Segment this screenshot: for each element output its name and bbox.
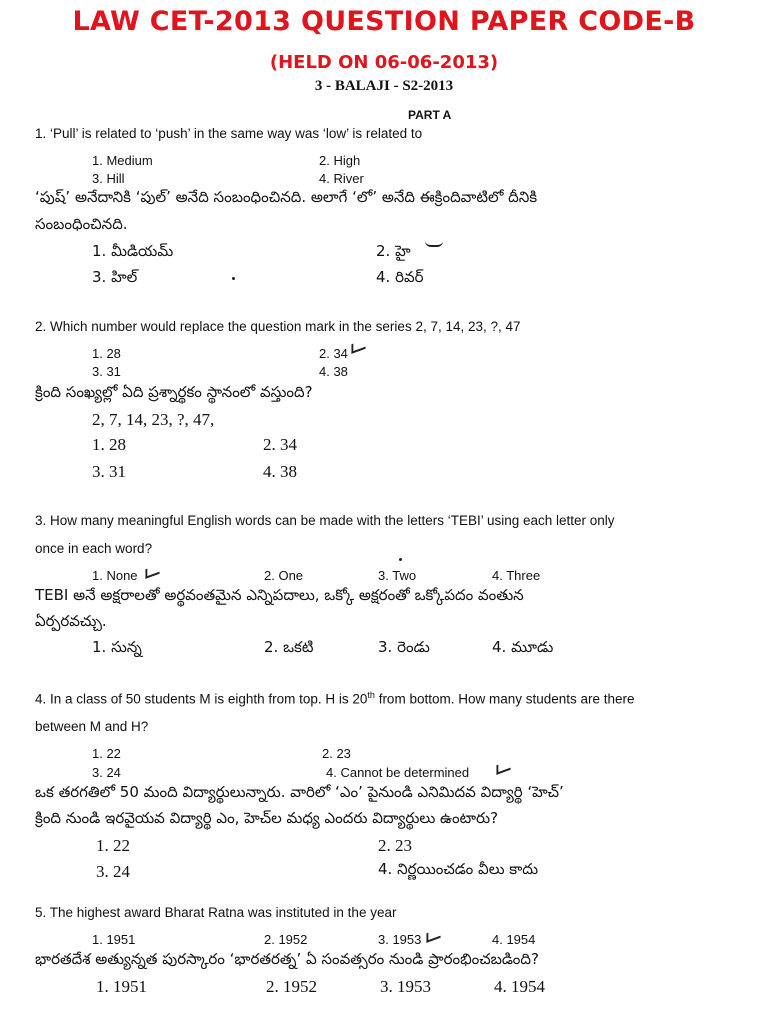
telugu-option-3: 3. 31 xyxy=(92,462,126,481)
telugu-option-1: 1. మీడియమ్ xyxy=(92,242,174,260)
question-text-start: 4. In a class of 50 students M is eighth from top. H is 20 xyxy=(35,691,368,707)
option-4: 4. River xyxy=(319,171,364,186)
ordinal-suffix: th xyxy=(367,690,375,700)
option-4: 4. Three xyxy=(492,568,541,583)
telugu-option-2: 2. హై xyxy=(376,242,411,260)
option-3: 3. Two xyxy=(378,568,417,583)
question-text-line-1: 3. How many meaningful English words can be made with the letters ‘TEBI’ using each letter only xyxy=(35,513,615,528)
option-2: 2. 34 xyxy=(319,346,348,361)
option-2: 2. 1952 xyxy=(264,932,308,947)
question-text-end: from bottom. How many students are there xyxy=(374,691,635,707)
answer-tick-icon xyxy=(351,339,365,354)
telugu-option-1: 1. సున్న xyxy=(92,638,142,656)
telugu-option-1: 1. 28 xyxy=(92,435,126,454)
part-heading: PART A xyxy=(408,108,452,122)
question-text: 2. Which number would replace the question mark in the series 2, 7, 14, 23, ?, 47 xyxy=(35,319,521,334)
question-text: 5. The highest award Bharat Ratna was instituted in the year xyxy=(35,905,397,920)
telugu-option-3: 3. రెండు xyxy=(378,638,430,656)
telugu-question-line-1: ‘పుష్’ అనేదానికి ‘పుల్’ అనేది సంబంధించినది. అలాగే ‘లో’ అనేది ఈక్రిందివాటిలో దీనికి xyxy=(35,188,538,206)
telugu-option-2: 2. 23 xyxy=(378,836,412,855)
page-title: LAW CET-2013 QUESTION PAPER CODE-B xyxy=(72,6,696,37)
telugu-option-2: 2. 1952 xyxy=(266,977,317,996)
question-text-line-2: once in each word? xyxy=(35,541,153,556)
stray-dot-icon xyxy=(232,277,235,280)
answer-tick-icon xyxy=(145,564,159,579)
option-2: 2. High xyxy=(319,153,361,168)
telugu-option-3: 3. 1953 xyxy=(380,977,431,996)
option-2: 2. One xyxy=(264,568,304,583)
telugu-option-2: 2. 34 xyxy=(263,435,297,454)
telugu-option-1: 1. 1951 xyxy=(96,977,147,996)
telugu-option-4: 4. 1954 xyxy=(494,977,545,996)
stray-dot-icon xyxy=(399,558,402,561)
option-4: 4. Cannot be determined xyxy=(326,765,470,780)
telugu-option-2: 2. ఒకటి xyxy=(264,638,314,656)
option-3: 3. 31 xyxy=(92,364,121,379)
telugu-question-line-1: ఒక తరగతిలో 50 మంది విద్యార్థులున్నారు. వారిలో ‘ఎం’ పైనుండి ఎనిమిదవ విద్యార్థి ‘హెచ్’ xyxy=(35,783,564,801)
answer-tick-icon xyxy=(426,928,440,943)
telugu-question-line-1: భారతదేశ అత్యున్నత పురస్కారం ‘భారతరత్న’ ఏ సంవత్సరం నుండి ప్రారంభించబడింది? xyxy=(35,950,539,968)
telugu-question-line-2: సంబంధించినది. xyxy=(35,215,128,233)
option-3: 3. Hill xyxy=(92,171,125,186)
telugu-option-3: 3. 24 xyxy=(96,862,130,881)
telugu-question-line-1: TEBI అనే అక్షరాలతో అర్థవంతమైన ఎన్నిపదాలు, ఒక్కో అక్షరంతో ఒక్కోపదం వంతున xyxy=(35,586,524,604)
telugu-question-line-2: క్రింది నుండి ఇరవైయవ విద్యార్థి ఎం, హెచ్‌ల మధ్య ఎందరు విద్యార్థులు ఉంటారు? xyxy=(35,809,499,827)
telugu-option-4: 4. నిర్ణయించడం వీలు కాదు xyxy=(378,860,539,878)
option-1: 1. 22 xyxy=(92,746,121,761)
telugu-option-4: 4. రివర్ xyxy=(376,268,424,286)
option-2: 2. 23 xyxy=(322,746,351,761)
option-3: 3. 24 xyxy=(92,765,121,780)
option-1: 1. None xyxy=(92,568,138,583)
option-1: 1. 1951 xyxy=(92,932,136,947)
telugu-series: 2, 7, 14, 23, ?, 47, xyxy=(92,410,215,429)
series-code: 3 - BALAJI - S2-2013 xyxy=(314,78,454,94)
option-4: 4. 38 xyxy=(319,364,348,379)
option-4: 4. 1954 xyxy=(492,932,536,947)
telugu-question-line-2: ఏర్పరవచ్చు. xyxy=(35,612,107,630)
telugu-option-1: 1. 22 xyxy=(96,836,130,855)
telugu-question-line-1: క్రింది సంఖ్యల్లో ఏది ప్రశ్నార్థకం స్థానంలో వస్తుంది? xyxy=(35,383,313,401)
telugu-option-4: 4. 38 xyxy=(263,462,297,481)
question-text-line-2: between M and H? xyxy=(35,719,149,734)
question-text: 1. ‘Pull’ is related to ‘push’ in the same way was ‘low’ is related to xyxy=(35,126,423,141)
option-1: 1. Medium xyxy=(92,153,153,168)
option-3: 3. 1953 xyxy=(378,932,422,947)
telugu-option-4: 4. మూడు xyxy=(492,638,554,656)
held-date: (HELD ON 06-06-2013) xyxy=(269,52,499,73)
telugu-option-3: 3. హిల్ xyxy=(92,268,138,286)
question-text-line-1 xyxy=(35,690,635,707)
option-1: 1. 28 xyxy=(92,346,121,361)
answer-tick-icon xyxy=(496,760,510,775)
pencil-mark-icon xyxy=(425,241,443,247)
